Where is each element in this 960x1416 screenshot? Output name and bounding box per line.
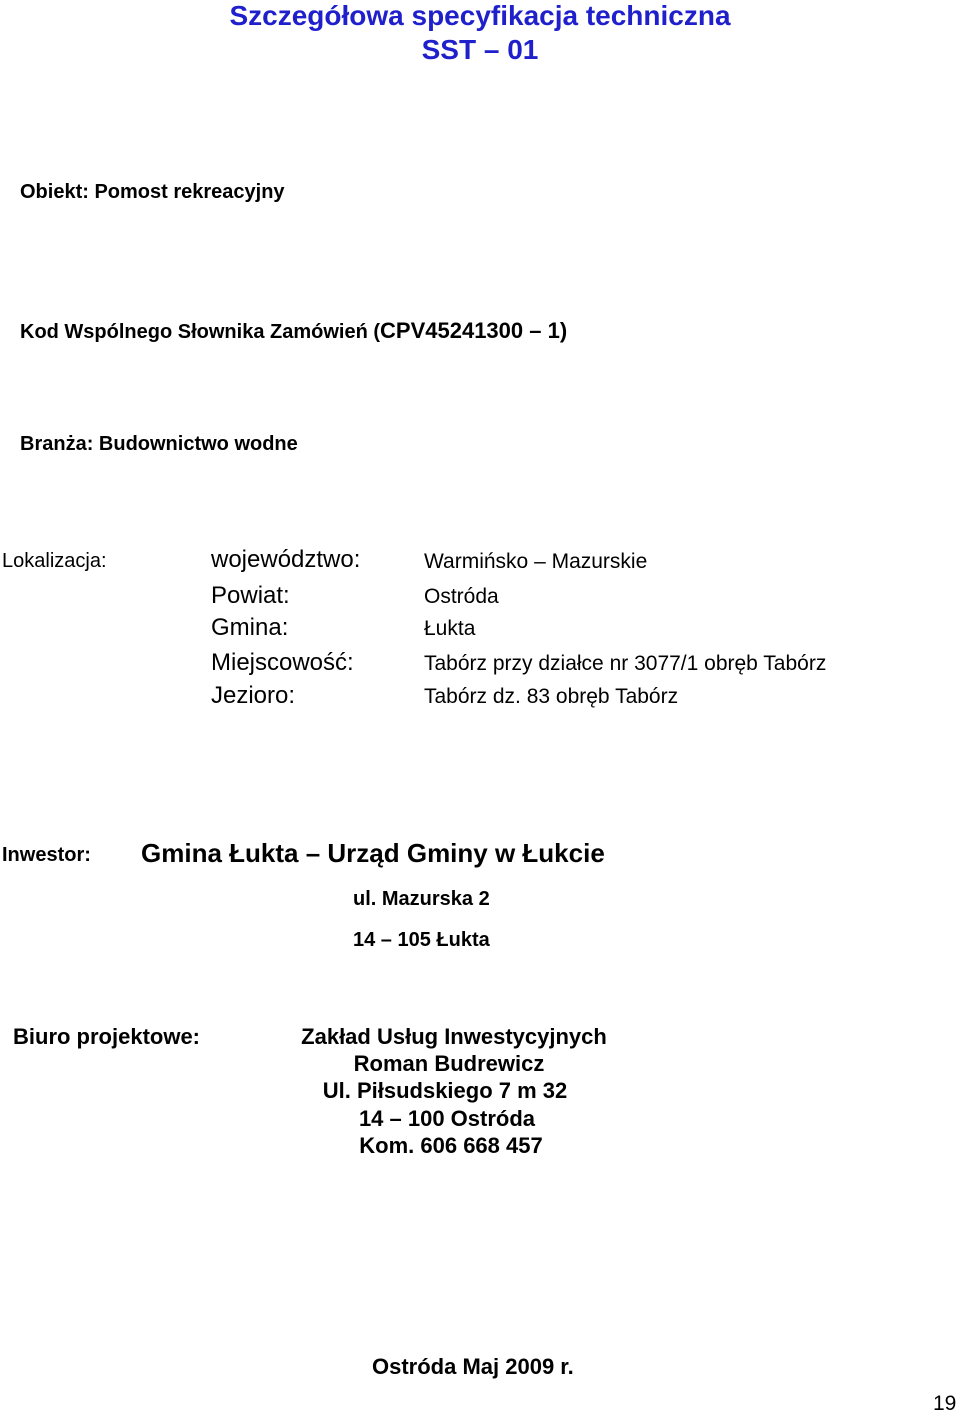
investor-label: Inwestor: [2,844,91,866]
location-value-commune: Łukta [424,617,476,640]
page-number: 19 [933,1392,957,1415]
design-office-line-4: 14 – 100 Ostróda [358,1106,536,1131]
branch-line: Branża: Budownictwo wodne [20,433,298,455]
design-office-line-5: Kom. 606 668 457 [359,1133,543,1158]
object-line: Obiekt: Pomost rekreacyjny [20,181,285,203]
location-value-county: Ostróda [424,585,499,608]
location-key-county: Powiat: [211,582,290,609]
design-office-line-1: Zakład Usług Inwestycyjnych [301,1024,607,1049]
design-office-label: Biuro projektowe: [13,1024,201,1049]
investor-name: Gmina Łukta – Urząd Gminy w Łukcie [141,838,605,868]
location-key-commune: Gmina: [211,614,289,641]
cpv-line [20,318,567,344]
page-title-line2: SST – 01 [421,34,539,65]
cpv-label: Kod Wspólnego Słownika Zamówień ( [20,321,381,343]
location-key-town: Miejscowość: [211,649,354,676]
location-value-town: Tabórz przy działce nr 3077/1 obręb Tabórz [424,652,827,675]
location-value-lake: Tabórz dz. 83 obręb Tabórz [424,685,679,708]
place-date: Ostróda Maj 2009 r. [372,1354,574,1379]
investor-street: ul. Mazurska 2 [353,888,490,910]
location-key-voivodeship: województwo: [211,546,361,573]
location-label: Lokalizacja: [2,550,107,572]
location-key-lake: Jezioro: [211,682,296,709]
page-title-line1: Szczegółowa specyfikacja techniczna [229,0,731,31]
location-value-voivodeship: Warmińsko – Mazurskie [424,550,648,573]
investor-city: 14 – 105 Łukta [353,929,490,951]
design-office-line-2: Roman Budrewicz [353,1051,545,1076]
cpv-code: CPV45241300 – 1) [380,318,568,343]
design-office-line-3: Ul. Piłsudskiego 7 m 32 [322,1078,568,1103]
